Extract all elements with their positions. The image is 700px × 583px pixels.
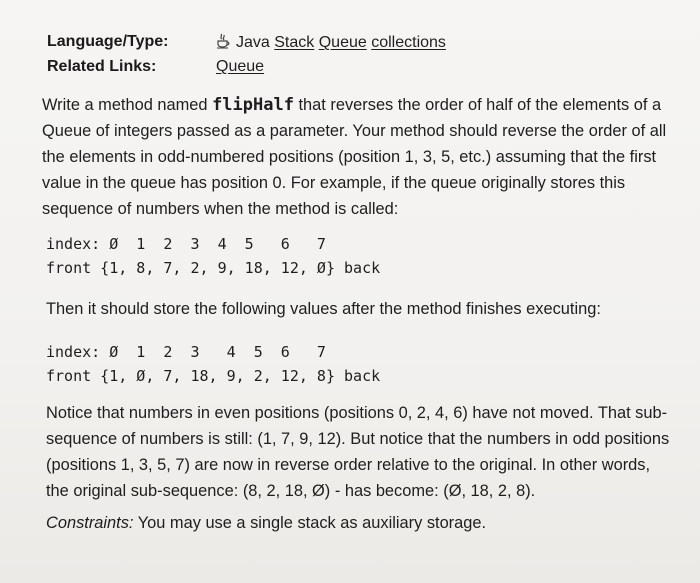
constraints-text: You may use a single stack as auxiliary storage. <box>133 514 487 532</box>
link-stack[interactable]: Stack <box>274 34 315 51</box>
example2-code <box>46 340 380 388</box>
then-paragraph: Then it should store the following values after the method finishes executing: <box>46 300 601 318</box>
problem-intro-paragraph <box>42 92 672 222</box>
related-link-queue[interactable]: Queue <box>216 58 265 75</box>
link-collections[interactable]: collections <box>371 34 446 51</box>
intro-text-start: Write a method named <box>42 96 213 114</box>
notice-paragraph: Notice that numbers in even positions (positions 0, 2, 4, 6) have not moved. That sub-sequence of numbers is still: (1, 7, 9, 12). But notice that the numbers in odd positions (positions 1, 3, 5, 7) are now in reverse order relative to the original. In other words, the original sub-sequence: (8, 2, 18, Ø) - has become: (Ø, 18, 2, 8). <box>46 404 670 500</box>
intro-text-end: that reverses the order of half of the elements of a Queue of integers passed as a parameter. Your method should reverse the order of all the elements in odd-numbered positions (position 1, 3, 5, etc.) assuming that the first value in the queue has position 0. For example, if the queue originally stores this sequence of numbers when the method is called: <box>42 96 667 218</box>
method-name: flipHalf <box>212 95 294 115</box>
language-type-value <box>216 33 446 52</box>
language-name: Java <box>236 34 270 51</box>
constraints-paragraph <box>46 510 676 536</box>
example1-front-line: front {1, 8, 7, 2, 9, 18, 12, Ø} back <box>46 259 381 277</box>
constraints-label: Constraints: <box>46 514 134 532</box>
example1-code <box>46 232 380 280</box>
example1-index-line: index: Ø 1 2 3 4 5 6 7 <box>46 235 326 253</box>
example2-index-line: index: Ø 1 2 3 4 5 6 7 <box>46 343 326 361</box>
related-links-value <box>216 58 264 76</box>
language-type-label: Language/Type: <box>47 33 169 50</box>
java-coffee-icon <box>216 33 230 49</box>
link-queue[interactable]: Queue <box>318 34 367 51</box>
related-links-label: Related Links: <box>47 58 157 75</box>
example2-front-line: front {1, Ø, 7, 18, 9, 2, 12, 8} back <box>46 367 381 385</box>
